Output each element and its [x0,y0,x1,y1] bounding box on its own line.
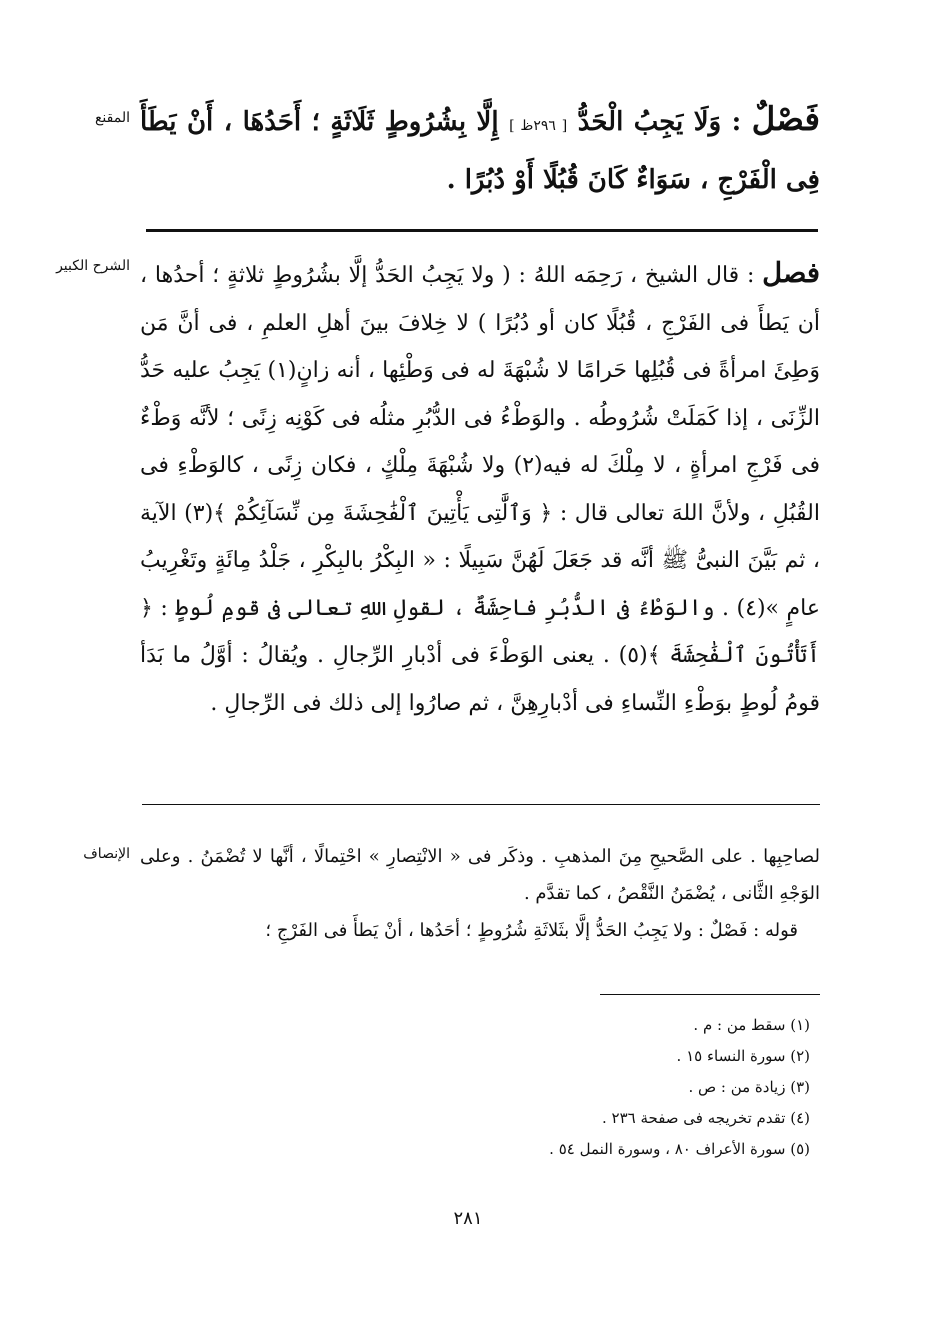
muqni-section [140,92,820,207]
sharh-text [140,250,820,727]
footnote-4: (٤) تقدم تخريجه فى صفحة ٢٣٦ . [601,1109,810,1127]
footnote-separator [600,994,820,995]
footnote-3: (٣) زيادة من : ص . [688,1078,810,1096]
footnotes [430,1010,810,1165]
sharh-lead: فصل [762,257,820,289]
sharh-body: : قال الشيخ ، رَحِمَه اللهُ : ( ولا يَجِبُ الحَدُّ إلَّا بشُرُوطٍ ثلاثةٍ ؛ أحدُها ، أن يَطأَ فى الفَرْجِ ، قُبُلًا كان أو دُبُرًا ) لا خِلافَ بينَ أهلِ العلمِ ، فى أنَّ مَن وَطِئَ امرأةً فى قُبُلِها حَرامًا لا شُبْهَةَ له فى وَطْئِها ، أنه زانٍ(١) يَجِبُ عليه حَدُّ الزِّنَى ، إذا كَمَلَتْ شُرُوطُه . والوَطْءُ فى الدُّبُرِ مثلُه فى كَوْنِه زِنًى ؛ لأنَّه وَطْءٌ فى فَرْجِ امرأةٍ ، لا مِلْكَ له فيه(٢) ولا شُبْهَةَ مِلْكٍ ، فكان زِنًى ، كالوَطْءِ فى القُبُلِ ، ولأنَّ اللهَ تعالى قال : ﴿ وَٱلَّٰتِى يَأْتِينَ ٱلْفَٰحِشَةَ مِن نِّسَآئِكُمْ ﴾(٣) الآية ، ثم بَيَّنَ النبىُّ ﷺ أنَّه قد جَعَلَ لَهُنَّ سَبِيلًا : « البِكْرُ بالبِكْرِ ، جَلْدُ مِائَةٍ وتَغْرِيبُ عامٍ »(٤) . والوَطْءُ فى الدُّبُرِ فاحِشَةٌ ، لقولِ اللهِ تعالى فى قومِ لُوطٍ : ﴿ أَتَأْتُونَ ٱلْفَٰحِشَةَ ﴾(٥) . يعنى الوَطْءَ فى أدْبارِ الرِّجالِ . ويُقالُ : أوَّلُ ما بَدَأ قومُ لُوطٍ بوَطْءِ النِّساءِ فى أدْبارِهِنَّ ، ثم صارُوا إلى ذلك فى الرِّجالِ . [140,263,820,716]
insaf-section [140,838,820,949]
footnote-2: (٢) سورة النساء ١٥ . [676,1047,810,1065]
muqni-label: المقنع [94,110,130,126]
page-number: ٢٨١ [453,1208,483,1229]
sharh-section [140,250,820,727]
muqni-text-part1: : وَلَا يَجِبُ الْحَدُّ [567,107,752,137]
insaf-paragraph-2: قوله : فَصْلٌ : ولا يَجِبُ الحَدُّ إلَّا بثَلاثَةِ شُرُوطٍ ؛ أحَدُها ، أنْ يَطأَ فى الفَرْجِ ؛ [265,920,798,941]
sharh-label: الشرح الكبير [56,258,130,274]
footnote-5: (٥) سورة الأعراف ٨٠ ، وسورة النمل ٥٤ . [549,1140,810,1158]
manuscript-folio-marker: [ ٢٩٦ظ ] [509,118,568,134]
thick-divider [146,229,818,232]
thin-divider [142,804,820,805]
footnote-1: (١) سقط من : م . [693,1016,810,1034]
muqni-text [140,92,820,207]
insaf-label: الإنصاف [83,846,130,862]
muqni-lead: فَصْلٌ [751,99,821,138]
muqni-text-part2: إِلَّا بِشُرُوطٍ ثَلَاثَةٍ ؛ أَحَدُهَا ، أَنْ يَطَأَ فِى الْفَرْجِ ، سَوَاءٌ كَانَ قُبُلًا أَوْ دُبُرًا . [140,107,820,195]
insaf-paragraph-1: لصاحِبِها . على الصَّحيحِ مِنَ المذهبِ . وذكَر فى « الانْتِصارِ » احْتِمالًا ، أنَّها لا تُضْمَنُ . وعلى الوَجْهِ الثَّانى ، يُضْمَنُ النَّقْصُ ، كما تقدَّم . [140,846,820,904]
